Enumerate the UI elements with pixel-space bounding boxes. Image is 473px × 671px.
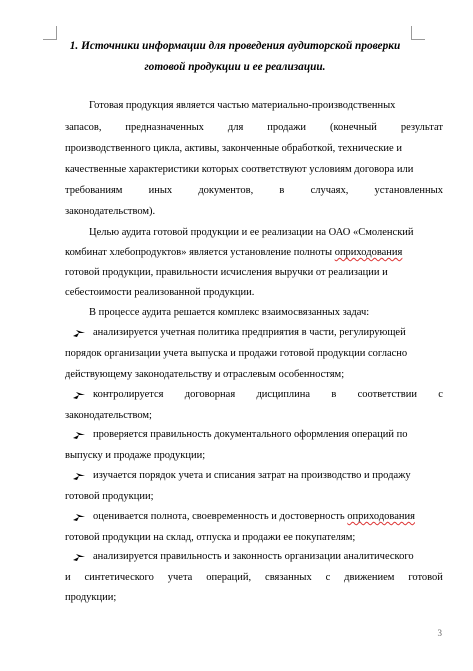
bullet-6-line-2 (65, 571, 443, 585)
bullet-1-line-2: порядок организации учета выпуска и продажи готовой продукции согласно (65, 348, 408, 359)
paragraph-2-line-2 (65, 246, 443, 260)
spellcheck-word: оприходования (334, 247, 403, 258)
word: контролируется (93, 389, 164, 400)
word: результат (400, 122, 443, 133)
paragraph-1-line-1: Готовая продукция является частью материально-производственных (89, 100, 396, 111)
bullet-4-line-1: изучается порядок учета и списания затрат на производство и продажу (93, 470, 411, 481)
bullet-1-line-1: анализируется учетная политика предприятия в части, регулирующей (93, 327, 406, 338)
word: и (65, 572, 71, 583)
bullet-4-line-2: готовой продукции; (65, 491, 154, 502)
paragraph-3-line-1: В процессе аудита решается комплекс взаимосвязанных задач: (89, 307, 370, 318)
word: учета (167, 572, 193, 583)
text-run: оценивается полнота, своевременность и достоверность (93, 511, 348, 522)
arrow-bullet-icon (72, 552, 86, 562)
bullet-5-line-2: готовой продукции на склад, отпуска и продажи ее покупателям; (65, 532, 356, 543)
word: документов, (198, 185, 254, 196)
bullet-5-line-1 (93, 510, 443, 524)
word: (конечный (329, 122, 377, 133)
bullet-6-line-1: анализируется правильность и законность организации аналитического (93, 551, 414, 562)
crop-mark-top-left (56, 26, 57, 40)
section-heading-line-1: 1. Источники информации для проведения аудиторской проверки (69, 40, 401, 52)
arrow-bullet-icon (72, 328, 86, 338)
word: для (227, 122, 244, 133)
word: в (331, 389, 337, 400)
paragraph-1-line-4: качественные характеристики которых соответствуют условиям договора или (65, 164, 414, 175)
word: продажи (267, 122, 306, 133)
paragraph-1-line-3: производственного цикла, активы, законченные обработкой, технические и (65, 143, 402, 154)
page-number: 3 (437, 628, 442, 638)
word: в (279, 185, 285, 196)
crop-mark-top-right-horizontal (411, 39, 425, 40)
arrow-bullet-icon (72, 471, 86, 481)
word: с (325, 572, 331, 583)
paragraph-1-line-2 (65, 121, 443, 135)
word: синтетического (84, 572, 154, 583)
word: установленных (374, 185, 443, 196)
crop-mark-top-left-horizontal (43, 39, 57, 40)
paragraph-2-line-1: Целью аудита готовой продукции и ее реализации на ОАО «Смоленский (89, 227, 414, 238)
word: движением (344, 572, 395, 583)
word: готовой (408, 572, 443, 583)
crop-mark-top-right (411, 26, 412, 40)
word: договорная (184, 389, 236, 400)
word: требованиям (65, 185, 123, 196)
word: операций, (206, 572, 252, 583)
arrow-bullet-icon (72, 512, 86, 522)
word: иных (148, 185, 173, 196)
bullet-2-line-2: законодательством; (65, 410, 152, 421)
word: предназначенных (125, 122, 204, 133)
bullet-1-line-3: действующему законодательству и отраслевым особенностям; (65, 369, 345, 380)
section-heading-line-2: готовой продукции и ее реализации. (144, 61, 326, 73)
paragraph-1-line-5 (65, 184, 443, 198)
spellcheck-word: оприходования (347, 511, 415, 522)
text-run: комбинат хлебопродуктов» является установление полноты (65, 247, 335, 258)
bullet-2-line-1 (93, 388, 443, 402)
paragraph-2-line-4: себестоимости реализованной продукции. (65, 287, 255, 298)
word: случаях, (310, 185, 349, 196)
arrow-bullet-icon (72, 430, 86, 440)
bullet-3-line-2: выпуску и продаже продукции; (65, 450, 206, 461)
paragraph-1-line-6: законодательством). (65, 206, 156, 217)
paragraph-2-line-3: готовой продукции, правильности исчисления выручки от реализации и (65, 267, 388, 278)
bullet-3-line-1: проверяется правильность документального оформления операций по (93, 429, 408, 440)
word: дисциплина (256, 389, 311, 400)
arrow-bullet-icon (72, 390, 86, 400)
word: с (438, 389, 443, 400)
word: запасов, (65, 122, 102, 133)
word: соответствии (357, 389, 417, 400)
word: связанных (265, 572, 312, 583)
bullet-6-line-3: продукции; (65, 592, 117, 603)
